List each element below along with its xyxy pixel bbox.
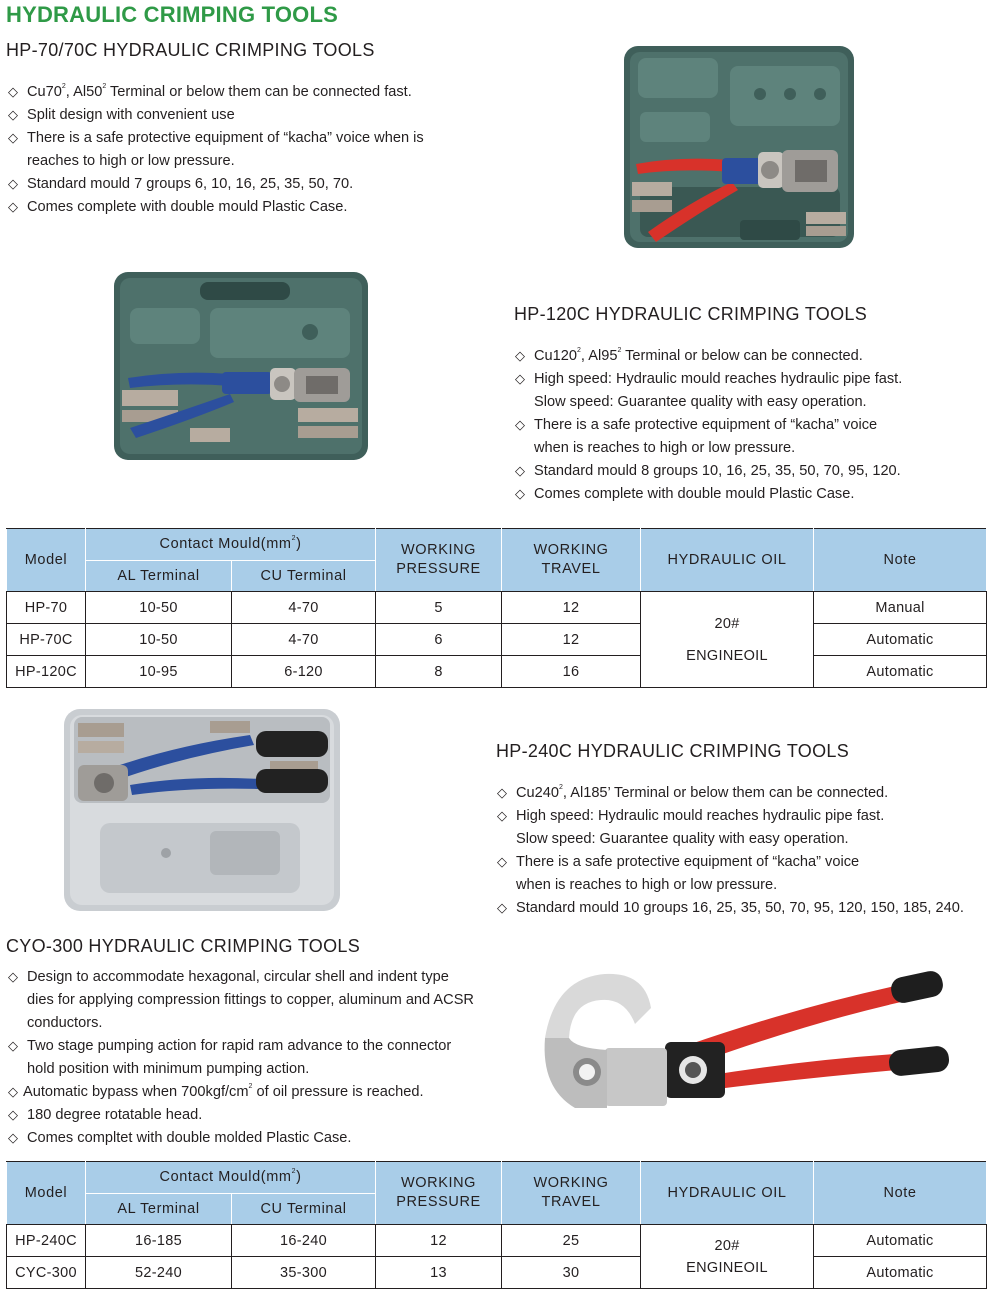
cell-model: HP-70 xyxy=(7,592,86,624)
page-title: HYDRAULIC CRIMPING TOOLS xyxy=(6,2,338,27)
cell-note: Automatic xyxy=(814,656,987,688)
list-item-continuation: Slow speed: Guarantee quality with easy operation. xyxy=(534,394,867,410)
list-item: ◇ Comes compltet with double molded Plastic Case. xyxy=(8,1127,474,1150)
list-item: ◇ High speed: Hydraulic mould reaches hydraulic pipe fast. xyxy=(515,368,902,391)
cell-pressure: 13 xyxy=(376,1257,502,1289)
cell-cu: 4-70 xyxy=(232,624,376,656)
cell-al: 52-240 xyxy=(86,1257,232,1289)
feature-list-hp120c xyxy=(515,345,902,506)
list-item-continuation: Slow speed: Guarantee quality with easy operation. xyxy=(516,831,849,847)
cell-travel: 12 xyxy=(502,592,641,624)
list-item-continuation: dies for applying compression fittings to copper, aluminum and ACSR xyxy=(27,992,474,1008)
cell-cu: 6-120 xyxy=(232,656,376,688)
hp120c-green-case-photo xyxy=(110,268,372,464)
cell-travel: 30 xyxy=(502,1257,641,1289)
cyo300-tool-photo xyxy=(535,968,960,1118)
cell-al: 10-50 xyxy=(86,624,232,656)
table-row xyxy=(7,592,987,624)
header-al-terminal: AL Terminal xyxy=(86,561,232,592)
cell-travel: 16 xyxy=(502,656,641,688)
header-working-travel: WORKING TRAVEL xyxy=(502,1162,641,1225)
list-item-continuation: conductors. xyxy=(27,1015,103,1031)
section-heading-hp240c: HP-240C HYDRAULIC CRIMPING TOOLS xyxy=(496,741,850,761)
spec-table-1 xyxy=(6,528,987,688)
cell-cu: 35-300 xyxy=(232,1257,376,1289)
list-item: ◇ Two stage pumping action for rapid ram advance to the connector xyxy=(8,1035,474,1058)
table-row xyxy=(7,656,987,688)
list-item: ◇ Split design with convenient use xyxy=(8,104,424,127)
table-row xyxy=(7,1257,987,1289)
header-note: Note xyxy=(814,1162,987,1225)
list-item: ◇ Automatic bypass when $700kgf/cm^2$ of oil pressure is reached. xyxy=(8,1081,474,1104)
list-item: ◇ $Cu70^2$, $Al50^2$ Terminal or below them can be connected fast. xyxy=(8,81,424,104)
header-model: Model xyxy=(7,1162,86,1225)
cell-oil: 20# ENGINEOIL xyxy=(641,1225,814,1289)
cell-pressure: 12 xyxy=(376,1225,502,1257)
feature-list-hp240c xyxy=(497,782,964,920)
section-heading-cyo300: CYO-300 HYDRAULIC CRIMPING TOOLS xyxy=(6,936,361,956)
cell-cu: 4-70 xyxy=(232,592,376,624)
list-item: ◇ There is a safe protective equipment of “kacha” voice xyxy=(497,851,964,874)
cell-pressure: 6 xyxy=(376,624,502,656)
list-item: ◇ Standard mould 10 groups 16, 25, 35, 50, 70, 95, 120, 150, 185, 240. xyxy=(497,897,964,920)
header-working-pressure: WORKING PRESSURE xyxy=(376,1162,502,1225)
list-item-continuation: when is reaches to high or low pressure. xyxy=(516,877,778,893)
table-row xyxy=(7,624,987,656)
feature-list-cyo300 xyxy=(8,966,474,1150)
header-hydraulic-oil: HYDRAULIC OIL xyxy=(641,1162,814,1225)
cell-model: HP-240C xyxy=(7,1225,86,1257)
header-model: Model xyxy=(7,529,86,592)
list-item: ◇ $Cu240^2$, Al185’ Terminal or below them can be connected. xyxy=(497,782,964,805)
list-item: ◇ There is a safe protective equipment of “kacha” voice xyxy=(515,414,902,437)
cell-model: HP-120C xyxy=(7,656,86,688)
header-working-pressure: WORKING PRESSURE xyxy=(376,529,502,592)
header-cu-terminal: CU Terminal xyxy=(232,1194,376,1225)
list-item: ◇ High speed: Hydraulic mould reaches hydraulic pipe fast. xyxy=(497,805,964,828)
header-contact-mould: Contact $Mould(mm^2)$ xyxy=(86,529,376,561)
list-item-continuation: when is reaches to high or low pressure. xyxy=(534,440,796,456)
list-item: ◇ Comes complete with double mould Plastic Case. xyxy=(515,483,902,506)
feature-list-hp70 xyxy=(8,81,424,219)
cell-travel: 25 xyxy=(502,1225,641,1257)
hp70-green-case-photo xyxy=(620,42,858,252)
section-heading-hp70: HP-70/70C HYDRAULIC CRIMPING TOOLS xyxy=(6,40,375,60)
table-row xyxy=(7,1225,987,1257)
header-hydraulic-oil: HYDRAULIC OIL xyxy=(641,529,814,592)
list-item: ◇ Standard mould 7 groups 6, 10, 16, 25, 35, 50, 70. xyxy=(8,173,424,196)
header-al-terminal: AL Terminal xyxy=(86,1194,232,1225)
cell-note: Automatic xyxy=(814,1257,987,1289)
list-item-continuation: reaches to high or low pressure. xyxy=(27,153,235,169)
cell-note: Automatic xyxy=(814,1225,987,1257)
list-item: ◇ Standard mould 8 groups 10, 16, 25, 35, 50, 70, 95, 120. xyxy=(515,460,902,483)
cell-model: CYC-300 xyxy=(7,1257,86,1289)
cell-al: 16-185 xyxy=(86,1225,232,1257)
cell-travel: 12 xyxy=(502,624,641,656)
cell-oil: 20# ENGINEOIL xyxy=(641,592,814,688)
cell-note: Automatic xyxy=(814,624,987,656)
header-note: Note xyxy=(814,529,987,592)
cell-cu: 16-240 xyxy=(232,1225,376,1257)
cell-pressure: 8 xyxy=(376,656,502,688)
list-item: ◇ $Cu120^2$, $Al95^2$ Terminal or below can be connected. xyxy=(515,345,902,368)
list-item: ◇ There is a safe protective equipment of “kacha” voice when is xyxy=(8,127,424,150)
cell-pressure: 5 xyxy=(376,592,502,624)
spec-table-2 xyxy=(6,1161,987,1289)
header-contact-mould: Contact $Mould(mm^2)$ xyxy=(86,1162,376,1194)
list-item: ◇ Comes complete with double mould Plastic Case. xyxy=(8,196,424,219)
cell-al: 10-50 xyxy=(86,592,232,624)
header-working-travel: WORKING TRAVEL xyxy=(502,529,641,592)
cell-al: 10-95 xyxy=(86,656,232,688)
section-heading-hp120c: HP-120C HYDRAULIC CRIMPING TOOLS xyxy=(514,304,868,324)
list-item: ◇ Design to accommodate hexagonal, circular shell and indent type xyxy=(8,966,474,989)
header-cu-terminal: CU Terminal xyxy=(232,561,376,592)
list-item-continuation: hold position with minimum pumping action. xyxy=(27,1061,310,1077)
cell-model: HP-70C xyxy=(7,624,86,656)
hp240c-grey-case-photo xyxy=(60,705,344,915)
list-item: ◇ 180 degree rotatable head. xyxy=(8,1104,474,1127)
cell-note: Manual xyxy=(814,592,987,624)
